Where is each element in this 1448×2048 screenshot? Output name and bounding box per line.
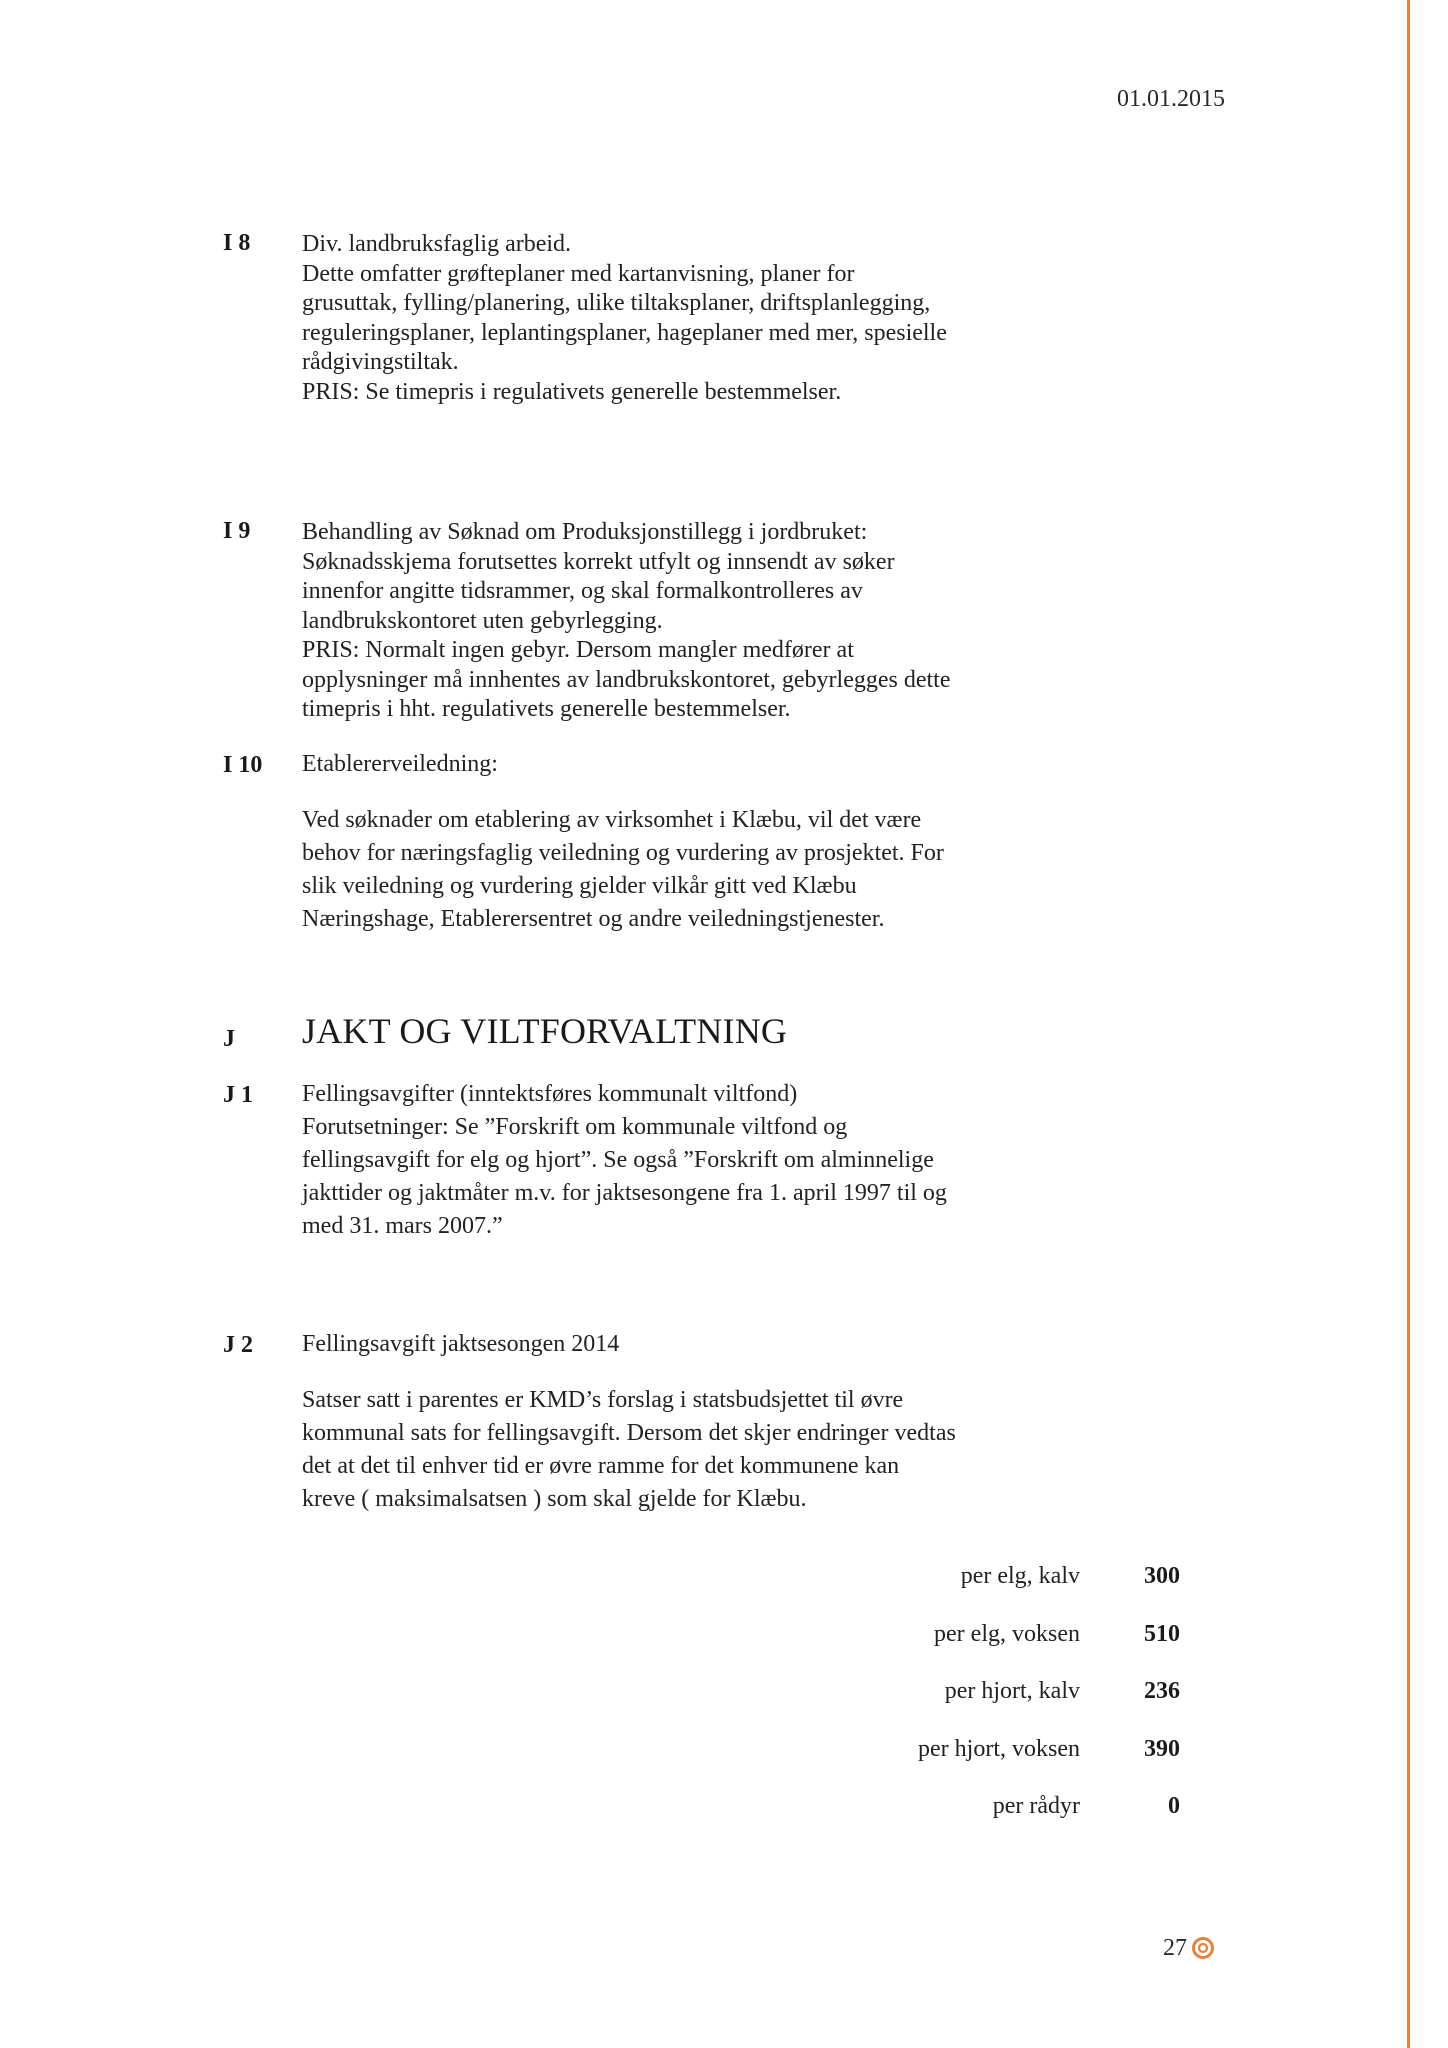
section-j1-line: jakttider og jaktmåter m.v. for jaktsesongene fra 1. april 1997 til og (302, 1180, 947, 1206)
section-code-j2: J 2 (223, 1332, 253, 1358)
page-number: 27 (1163, 1934, 1187, 1961)
section-code-i10: I 10 (223, 752, 263, 778)
rate-row (800, 1606, 1190, 1664)
section-i9-line: Søknadsskjema forutsettes korrekt utfylt og innsendt av søker (302, 548, 895, 575)
rate-label: per hjort, kalv (944, 1678, 1080, 1705)
section-i9-line: PRIS: Normalt ingen gebyr. Dersom mangler medfører at (302, 637, 854, 663)
rate-value: 300 (1144, 1563, 1180, 1590)
orange-ring-icon (1191, 1936, 1215, 1960)
section-i10-line: slik veiledning og vurdering gjelder vilkår gitt ved Klæbu (302, 873, 857, 899)
section-j2-line: kommunal sats for fellingsavgift. Dersom det skjer endringer vedtas (302, 1420, 956, 1446)
rate-label: per hjort, voksen (918, 1735, 1080, 1762)
section-j2-line: kreve ( maksimalsatsen ) som skal gjelde for Klæbu. (302, 1486, 807, 1512)
section-i9-line: landbrukskontoret uten gebyrlegging. (302, 607, 663, 634)
section-code-j1: J 1 (223, 1082, 253, 1108)
fellingsavgift-rates-table (800, 1548, 1190, 1836)
section-i10-line: Ved søknader om etablering av virksomhet i Klæbu, vil det være (302, 807, 922, 833)
rate-row (800, 1721, 1190, 1779)
section-i9-body (302, 518, 1102, 725)
section-j2-line: det at det til enhver tid er øvre ramme for det kommunene kan (302, 1453, 900, 1479)
section-i8-line: rådgivingstiltak. (302, 349, 459, 375)
rate-label: per elg, kalv (960, 1563, 1080, 1590)
section-heading-jakt: JAKT OG VILTFORVALTNING (302, 1011, 788, 1051)
page-edge-line (1407, 0, 1410, 2048)
section-i10-line: Næringshage, Etablerersentret og andre veiledningstjenester. (302, 906, 885, 932)
section-i9-line: timepris i hht. regulativets generelle bestemmelser. (302, 696, 791, 722)
document-date: 01.01.2015 (1117, 86, 1225, 112)
section-j1-body (302, 1078, 1102, 1243)
section-i9-line: opplysninger må innhentes av landbrukskontoret, gebyrlegges dette (302, 666, 951, 693)
section-i10-title: Etablererveiledning: (302, 751, 498, 777)
section-code-i9: I 9 (223, 518, 251, 544)
rate-row (800, 1548, 1190, 1606)
page-footer (1163, 1930, 1215, 1966)
rate-value: 510 (1144, 1620, 1180, 1647)
rate-value: 0 (1168, 1793, 1180, 1820)
section-i8-line: PRIS: Se timepris i regulativets generelle bestemmelser. (302, 378, 842, 405)
section-i8-line: Dette omfatter grøfteplaner med kartanvisning, planer for (302, 260, 855, 287)
section-i9-line: Behandling av Søknad om Produksjonstillegg i jordbruket: (302, 519, 868, 545)
section-j1-line: fellingsavgift for elg og hjort”. Se også ”Forskrift om alminnelige (302, 1147, 934, 1173)
rate-label: per rådyr (992, 1793, 1080, 1820)
section-i9-line: innenfor angitte tidsrammer, og skal formalkontrolleres av (302, 578, 863, 604)
rate-row (800, 1663, 1190, 1721)
section-j1-line: med 31. mars 2007.” (302, 1213, 503, 1239)
rate-value: 236 (1144, 1678, 1180, 1705)
section-i8-line: grusuttak, fylling/planering, ulike tiltaksplaner, driftsplanlegging, (302, 290, 931, 316)
section-code-j: J (223, 1026, 235, 1052)
section-i8-body (302, 230, 1102, 407)
section-i10-body (302, 748, 1102, 936)
section-j1-line: Fellingsavgifter (inntektsføres kommunalt viltfond) (302, 1081, 798, 1107)
rate-label: per elg, voksen (934, 1620, 1080, 1647)
section-j2-body (302, 1328, 1102, 1516)
section-j2-line: Satser satt i parentes er KMD’s forslag i statsbudsjettet til øvre (302, 1387, 904, 1413)
rate-value: 390 (1144, 1735, 1180, 1762)
section-i10-line: behov for næringsfaglig veiledning og vurdering av prosjektet. For (302, 840, 944, 866)
section-i8-line: Div. landbruksfaglig arbeid. (302, 231, 572, 257)
section-i8-line: reguleringsplaner, leplantingsplaner, hageplaner med mer, spesielle (302, 319, 947, 346)
section-j2-title: Fellingsavgift jaktsesongen 2014 (302, 1331, 620, 1357)
rate-row (800, 1778, 1190, 1836)
section-j1-line: Forutsetninger: Se ”Forskrift om kommunale viltfond og (302, 1114, 848, 1140)
section-code-i8: I 8 (223, 230, 251, 256)
